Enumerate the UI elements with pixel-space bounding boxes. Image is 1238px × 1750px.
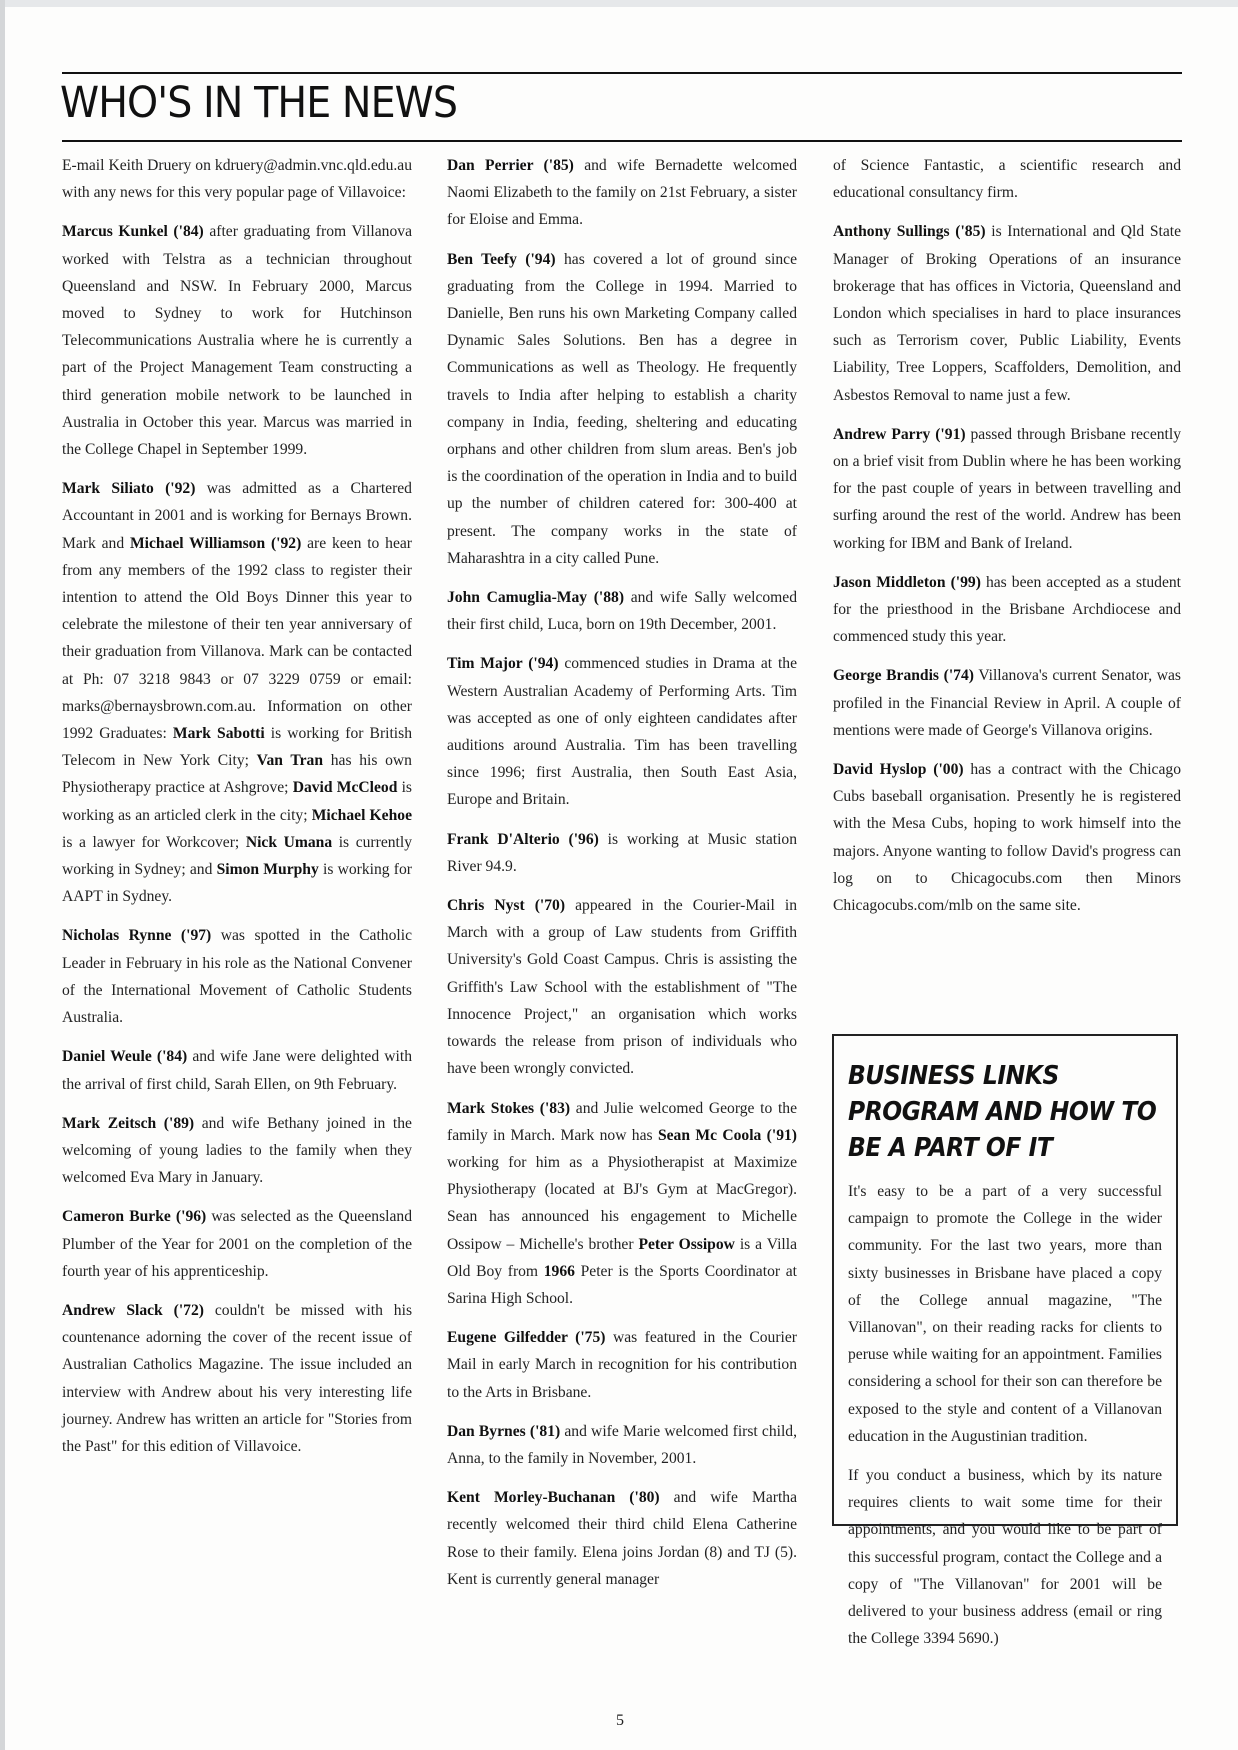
column-3 — [833, 152, 1181, 931]
news-text: was featured in the Courier Mail in early March in recognition for his contribution to the Arts in Brisbane. — [447, 1329, 797, 1401]
news-name: Nick Umana — [245, 833, 333, 851]
news-item-middleton — [833, 569, 1181, 651]
news-name: Daniel Weule ('84) — [62, 1048, 188, 1066]
news-text: and wife Marie welcomed first child, Anna, to the family in November, 2001. — [447, 1422, 797, 1467]
news-text: and Julie welcomed George to the family in March. Mark now has — [447, 1099, 797, 1144]
news-text: has been accepted as a student for the priesthood in the Brisbane Archdiocese and commenced study this year. — [833, 573, 1181, 646]
news-item-perrier — [447, 152, 797, 234]
news-item-nyst — [447, 892, 797, 1082]
news-text: has his own Physiotherapy practice at Ashgrove; — [62, 752, 412, 797]
news-item-burke — [62, 1203, 412, 1285]
page-title: WHO'S IN THE NEWS — [60, 78, 458, 128]
news-item-zeitsch — [62, 1110, 412, 1192]
business-links-paragraph-1: It's easy to be a part of a very successful campaign to promote the College in the wider community. For the last two years, more than sixty businesses in Brisbane have placed a copy of the College annual magazine, "The Villanovan", on their reading racks for clients to peruse while waiting for an appointment. Families considering a school for their son can therefore be exposed to the style and content of a Villanovan education in the Augustinian tradition. — [848, 1183, 1162, 1445]
news-name: Dan Byrnes ('81) — [447, 1422, 561, 1440]
news-item-byrnes — [447, 1418, 797, 1472]
news-item-kunkel — [62, 218, 412, 463]
news-text: is currently working in Sydney; and — [62, 833, 412, 879]
news-text: are keen to hear from any members of the 1992 class to register their intention to attend the Old Boys Dinner this year to celebrate the milestone of their ten year anniversary of their graduation from Villanova. Mark can be contacted at Ph: 07 3218 9843 or 07 3229 0759 or email: marks@bernaysbrown.com.au. Information on other 1992 Graduates: — [62, 534, 412, 743]
news-name: George Brandis ('74) — [833, 667, 974, 685]
news-name: Eugene Gilfedder ('75) — [447, 1329, 606, 1347]
news-item-stokes — [447, 1095, 797, 1313]
column-1 — [62, 152, 412, 1472]
news-name: Michael Kehoe — [311, 806, 412, 824]
news-text: working for him as a Physiotherapist at Maximize Physiotherapy (located at BJ's Gym at MacGregor). Sean has announced his engagement to Michelle Ossipow – Michelle's brother — [447, 1153, 797, 1253]
news-text: was selected as the Queensland Plumber of the Year for 2001 on the completion of the fourth year of his apprenticeship. — [62, 1208, 412, 1280]
news-text: and wife Jane were delighted with the arrival of first child, Sarah Ellen, on 9th February. — [62, 1048, 412, 1093]
news-text: is working as an articled clerk in the city; — [62, 779, 412, 824]
news-text: and wife Sally welcomed their first child, Luca, born on 19th December, 2001. — [447, 589, 798, 634]
intro-paragraph: E-mail Keith Druery on kdruery@admin.vnc.qld.edu.au with any news for this very popular page of Villavoice: — [62, 157, 412, 202]
news-text: is a Villa Old Boy from — [447, 1235, 798, 1280]
news-name: Andrew Parry ('91) — [833, 425, 966, 443]
news-text: after graduating from Villanova worked with Telstra as a technician throughout Queensland and NSW. In February 2000, Marcus moved to Sydney to work for Hutchinson Telecommunications Australia where he is currently a part of the Project Management Team constructing a third generation mobile network to be launched in Australia in October this year. Marcus was married in the College Chapel in September 1999. — [62, 223, 412, 459]
news-name: David McCleod — [292, 779, 398, 797]
news-item-weule — [62, 1043, 412, 1097]
news-item-morley-continued: of Science Fantastic, a scientific research and educational consultancy firm. — [833, 157, 1181, 202]
scan-left-edge — [0, 0, 5, 1750]
news-text: and wife Martha recently welcomed their third child Elena Catherine Rose to their family. Elena joins Jordan (8) and TJ (5). Kent is currently general manager — [447, 1489, 797, 1588]
news-item-teefy — [447, 246, 797, 572]
news-text: is working at Music station River 94.9. — [447, 830, 797, 875]
news-name: Frank D'Alterio ('96) — [447, 830, 599, 848]
news-text: and wife Bethany joined in the welcoming of young ladies to the family when they welcomed Eva Mary in January. — [62, 1114, 412, 1187]
news-item-dalterio — [447, 826, 797, 880]
news-name: Mark Sabotti — [172, 725, 265, 743]
news-name: Dan Perrier ('85) — [447, 157, 574, 174]
header-rule-bottom — [62, 140, 1182, 142]
page-number: 5 — [616, 1712, 624, 1729]
news-item-hyslop — [833, 756, 1181, 919]
news-item-rynne — [62, 922, 412, 1031]
news-name: Mark Zeitsch ('89) — [62, 1114, 195, 1132]
news-item-camuglia — [447, 584, 797, 638]
news-name: Ben Teefy ('94) — [447, 250, 556, 268]
news-text: Villanova's current Senator, was profiled in the Financial Review in April. A couple of mentions were made of George's Villanova origins. — [833, 667, 1181, 739]
news-text: passed through Brisbane recently on a brief visit from Dublin where he has been working for the past couple of years in between travelling and surfing around the rest of the world. Andrew has been working for IBM and Bank of Ireland. — [833, 425, 1181, 552]
news-name: Mark Siliato ('92) — [62, 480, 196, 498]
news-name: Peter Ossipow — [638, 1235, 735, 1253]
news-name: Anthony Sullings ('85) — [833, 223, 986, 241]
news-text: is a lawyer for Workcover; — [62, 833, 246, 851]
news-item-sullings — [833, 218, 1181, 408]
header-rule-top — [62, 72, 1182, 74]
news-item-brandis — [833, 662, 1181, 744]
business-links-box — [832, 1034, 1178, 1648]
news-name: Jason Middleton ('99) — [833, 573, 981, 591]
news-name: Mark Stokes ('83) — [447, 1099, 571, 1117]
news-text: Peter is the Sports Coordinator at Sarina High School. — [447, 1262, 797, 1307]
news-item-slack — [62, 1297, 412, 1460]
news-name: Michael Williamson ('92) — [129, 534, 302, 552]
news-item-morley — [447, 1484, 797, 1593]
news-name: Simon Murphy — [216, 861, 319, 879]
news-text: has a contract with the Chicago Cubs baseball organisation. Presently he is registered with the Mesa Cubs, hoping to work himself into the majors. Anyone wanting to follow David's progress can log on to Chicagocubs.com then Minors Chicagocubs.com/mlb on the same site. — [833, 761, 1181, 915]
news-text: was admitted as a Chartered Accountant in 2001 and is working for Bernays Brown. Mark and — [62, 480, 412, 552]
news-item-parry — [833, 421, 1181, 557]
news-name: Tim Major ('94) — [447, 655, 559, 673]
news-text: and wife Bernadette welcomed Naomi Elizabeth to the family on 21st February, a sister for Eloise and Emma. — [447, 157, 797, 229]
news-text: appeared in the Courier-Mail in March with a group of Law students from Griffith University's Gold Coast Campus. Chris is assisting the Griffith's Law School with the establishment of "The Innocence Project," an organisation which works towards the release from prison of individuals who have been wrongly convicted. — [447, 897, 797, 1078]
news-name: David Hyslop ('00) — [833, 761, 964, 779]
column-2 — [447, 152, 797, 1605]
news-item-gilfedder — [447, 1324, 797, 1406]
news-text: is working for British Telecom in New York City; — [62, 725, 413, 770]
news-text: was spotted in the Catholic Leader in February in his role as the National Convener of the International Movement of Catholic Students Australia. — [62, 927, 412, 1027]
news-name: 1966 — [543, 1262, 575, 1280]
scan-top-edge — [0, 0, 1238, 7]
news-name: Chris Nyst ('70) — [447, 897, 566, 915]
news-name: Andrew Slack ('72) — [62, 1301, 204, 1319]
news-name: Nicholas Rynne ('97) — [62, 927, 212, 945]
news-name: John Camuglia-May ('88) — [447, 589, 625, 607]
news-name: Sean Mc Coola ('91) — [657, 1126, 797, 1144]
business-links-title: BUSINESS LINKS PROGRAM AND HOW TO BE A PART OF IT — [848, 1061, 1157, 1163]
news-text: is working for AAPT in Sydney. — [62, 861, 412, 906]
news-name: Marcus Kunkel ('84) — [62, 223, 204, 241]
news-text: commenced studies in Drama at the Western Australian Academy of Performing Arts. Tim was accepted as one of only eighteen candidates after auditions around Australia. Tim has been travelling since 1996; first Australia, then South East Asia, Europe and Britain. — [447, 655, 797, 809]
news-text: is International and Qld State Manager of Broking Operations of an insurance brokerage that has offices in Victoria, Queensland and London which specialises in hard to place insurances such as Terrorism cover, Public Liability, Events Liability, Tree Loppers, Scaffolders, Demolition, and Asbestos Removal to name just a few. — [833, 223, 1181, 404]
news-name: Cameron Burke ('96) — [62, 1208, 207, 1226]
news-text: couldn't be missed with his countenance adorning the cover of the recent issue of Australian Catholics Magazine. The issue included an interview with Andrew about his very interesting life journey. Andrew has written an article for "Stories from the Past" for this edition of Villavoice. — [62, 1301, 413, 1455]
news-item-siliato — [62, 475, 412, 910]
news-name: Kent Morley-Buchanan ('80) — [447, 1489, 660, 1507]
news-item-major — [447, 650, 797, 813]
news-text: has covered a lot of ground since graduating from the College in 1994. Married to Danielle, Ben runs his own Marketing Company called Dynamic Sales Solutions. Ben has a degree in Communications as well as Theology. He frequently travels to India after helping to establish a charity company in India, feeding, sheltering and educating orphans and other children from slum areas. Ben's job is the coordination of the operation in India and to build up the number of children catered for: 300-400 at present. The company works in the state of Maharashtra in a city called Pune. — [447, 250, 797, 567]
business-links-paragraph-2: If you conduct a business, which by its nature requires clients to wait some time for their appointments, and you would like to be part of this successful program, contact the College and a copy of "The Villanovan" for 2001 will be delivered to your business address (email or ring the College 3394 5690.) — [848, 1467, 1162, 1648]
news-name: Van Tran — [256, 752, 324, 770]
